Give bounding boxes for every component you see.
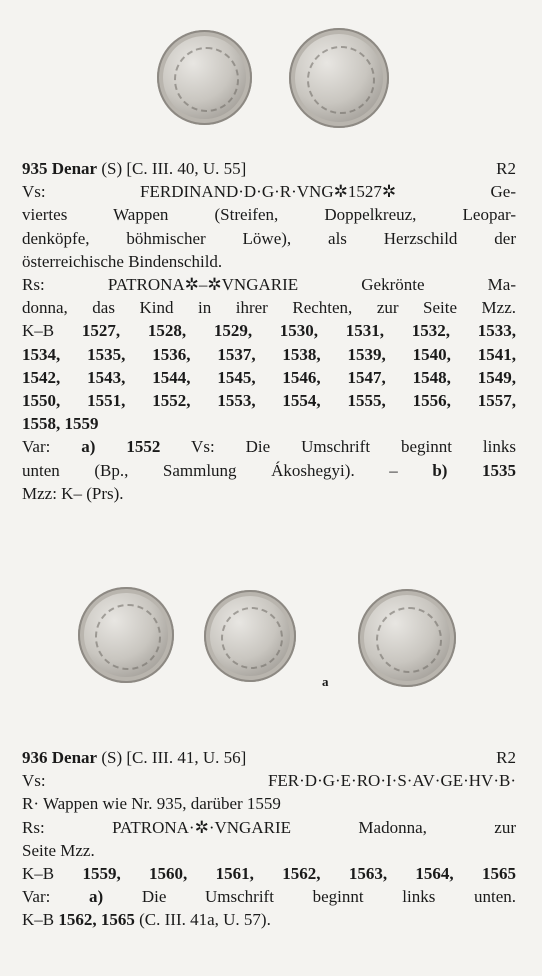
years-line: 1558, 1559 [22, 414, 99, 434]
entry-936-refs: (S) [C. III. 41, U. 56] [97, 748, 247, 767]
rarity-badge: R2 [496, 159, 516, 178]
years-line: 1542, 1543, 1544, 1545, 1546, 1547, 1548, 1549, [22, 367, 516, 387]
coin-reverse-icon [289, 28, 389, 128]
coin-obverse-icon [157, 30, 252, 125]
obverse-line: Vs: FERDINAND·D·G·R·VNG✲1527✲ Ge- [22, 182, 516, 202]
text-line: R· Wappen wie Nr. 935, darüber 1559 [22, 794, 281, 814]
years-line: K–B 1559, 1560, 1561, 1562, 1563, 1564, 1565 [22, 864, 517, 884]
entry-936 [22, 746, 516, 932]
entry-935 [22, 157, 516, 505]
text-line: donna, das Kind in ihrer Rechten, zur Seite Mzz. [22, 298, 516, 318]
reverse-line: Rs: PATRONA✲–✲VNGARIE Gekrönte Ma- [22, 275, 516, 295]
text-line: denköpfe, böhmischer Löwe), als Herzschild der [22, 228, 516, 248]
years-line: K–B 1562, 1565 (C. III. 41a, U. 57). [22, 910, 271, 930]
entry-935-refs: (S) [C. III. 40, U. 55] [97, 159, 247, 178]
coin-variant-label: a [322, 674, 329, 689]
years-line: 1534, 1535, 1536, 1537, 1538, 1539, 1540, 1541, [22, 344, 516, 364]
variant-line: unten (Bp., Sammlung Ákoshegyi). – b) 1535 [22, 460, 516, 480]
entry-935-title: 935 Denar [22, 159, 98, 178]
text-line: Seite Mzz. [22, 840, 95, 860]
rarity-badge: R2 [496, 748, 516, 767]
reverse-line: Rs: PATRONA·✲·VNGARIE Madonna, zur [22, 817, 516, 837]
mintmark-line: Mzz: K– (Prs). [22, 483, 124, 503]
variant-line: Var: a) 1552 Vs: Die Umschrift beginnt links [22, 437, 516, 457]
variant-line: Var: a) Die Umschrift beginnt links unten. [22, 887, 516, 907]
entry-936-title: 936 Denar [22, 748, 98, 767]
obverse-line: Vs: FER·D·G·E·RO·I·S·AV·GE·HV·B· [22, 771, 516, 791]
coin-reverse-icon [204, 590, 296, 682]
coin-images-935 [0, 25, 542, 130]
years-line: 1550, 1551, 1552, 1553, 1554, 1555, 1556, 1557, [22, 391, 516, 411]
entry-935-header [22, 157, 516, 180]
entry-936-header [22, 746, 516, 769]
coin-obverse-icon [78, 587, 174, 683]
text-line: österreichische Bindenschild. [22, 251, 223, 271]
coin-images-936 [0, 585, 542, 700]
text-line: viertes Wappen (Streifen, Doppelkreuz, Leopar- [22, 205, 516, 225]
years-line: K–B 1527, 1528, 1529, 1530, 1531, 1532, 1533, [22, 321, 517, 341]
coin-variant-icon [358, 589, 456, 687]
